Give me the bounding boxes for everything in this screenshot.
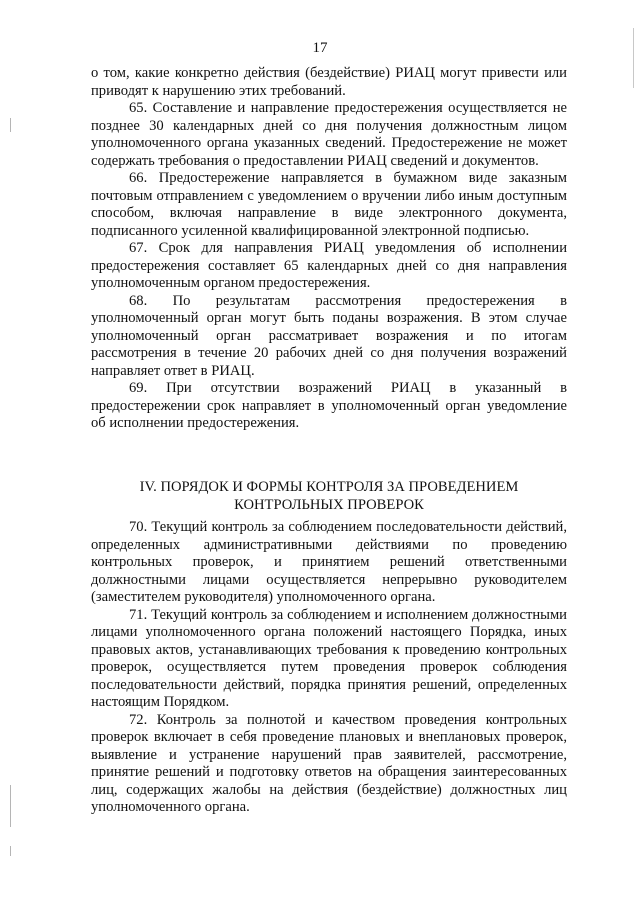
paragraph-continuation: о том, какие конкретно действия (бездействие) РИАЦ могут привести или приводят к нарушению этих требований. xyxy=(91,65,567,99)
section-four-body xyxy=(91,519,567,817)
section-heading-line-2: КОНТРОЛЬНЫХ ПРОВЕРОК xyxy=(234,497,424,513)
paragraph-72: 72. Контроль за полнотой и качеством проведения контрольных проверок включает в себя проведение плановых и внеплановых проверок, выявление и устранение нарушений прав заявителей, рассмотрение, принятие решений и подготовку ответов на обращения заинтересованных лиц, содержащих жалобы на действия (бездействие) должностных лиц уполномоченного органа. xyxy=(91,711,567,815)
page-number: 17 xyxy=(312,40,328,56)
paragraph-68: 68. По результатам рассмотрения предостережения в уполномоченный орган могут быть поданы возражения. В этом случае уполномоченный орган рассматривает возражения и по итогам рассмотрения в течение 20 рабочих дней со дня получения возражений направляет ответ в РИАЦ. xyxy=(91,292,567,379)
paragraph-70: 70. Текущий контроль за соблюдением последовательности действий, определенных административными действиями по проведению контрольных проверок, и принятием решений ответственными должностными лицами осуществляется непрерывно руководителем (заместителем руководителя) уполномоченного органа. xyxy=(91,519,567,605)
scan-margin-mark xyxy=(10,846,11,856)
scan-edge-mark xyxy=(633,28,634,88)
scan-margin-mark xyxy=(10,118,11,132)
paragraph-67: 67. Срок для направления РИАЦ уведомления об исполнении предостережения составляет 65 календарных дней со дня направления уполномоченным органом предостережения. xyxy=(91,240,567,291)
paragraph-66: 66. Предостережение направляется в бумажном виде заказным почтовым отправлением с уведомлением о вручении либо иным доступным способом, включая направление в виде электронного документа, подписанного усиленной квалифицированной электронной подписью. xyxy=(91,170,567,239)
paragraph-71: 71. Текущий контроль за соблюдением и исполнением должностными лицами уполномоченного органа положений настоящего Порядка, иных правовых актов, устанавливающих требования к проведению контрольных проверок, осуществляется путем проведения проверок соблюдения последовательности действий, порядка принятия решений, определенных настоящим Порядком. xyxy=(91,606,567,710)
paragraph-65: 65. Составление и направление предостережения осуществляется не позднее 30 календарных дней со дня получения должностным лицом уполномоченного органа указанных сведений. Предостережение не может содержать требования о предоставлении РИАЦ сведений и документов. xyxy=(91,100,567,169)
section-three-continuation xyxy=(91,65,567,433)
section-heading xyxy=(91,478,567,514)
section-heading-line-1: IV. ПОРЯДОК И ФОРМЫ КОНТРОЛЯ ЗА ПРОВЕДЕНИЕМ xyxy=(139,479,519,495)
scan-margin-mark xyxy=(10,785,11,827)
paragraph-69: 69. При отсутствии возражений РИАЦ в указанный в предостережении срок направляет в уполномоченный орган уведомление об исполнении предостережения. xyxy=(91,380,567,431)
